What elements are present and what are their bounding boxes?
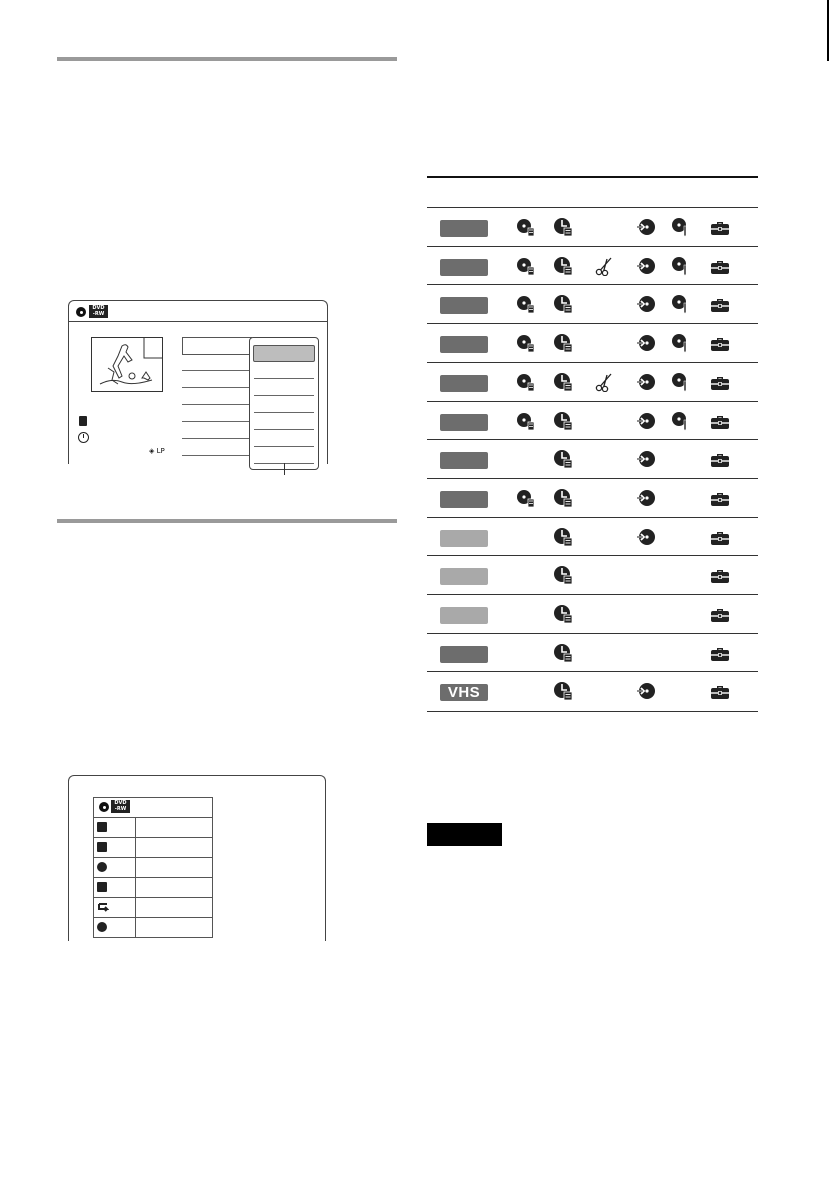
clock-list-icon	[553, 488, 573, 508]
toolbox-icon	[710, 333, 730, 353]
arrow-disc-icon	[636, 372, 656, 392]
arrow-disc-icon	[636, 411, 656, 431]
clock-list-icon	[553, 527, 573, 547]
sub-menu-callout-line	[284, 463, 285, 475]
table-row	[427, 323, 758, 363]
disc-type-badge	[440, 491, 488, 508]
disc-film-icon	[516, 411, 536, 431]
title-thumbnail	[91, 337, 163, 392]
toolbox-icon	[710, 411, 730, 431]
table-row	[427, 594, 758, 634]
toolbox-icon	[710, 604, 730, 624]
disc-film-icon	[516, 488, 536, 508]
disc-film-icon	[516, 217, 536, 237]
clock-list-icon	[553, 643, 573, 663]
arrow-disc-icon	[636, 256, 656, 276]
disc-type-badge	[440, 452, 488, 469]
page-edge-marker	[827, 0, 829, 61]
toolbox-icon	[710, 217, 730, 237]
disc-film-icon	[516, 333, 536, 353]
clock-list-icon	[553, 333, 573, 353]
dvd-rw-logo: DVD -RW	[89, 305, 108, 318]
disc-type-badge	[440, 568, 488, 585]
dvd-rw-logo: DVD -RW	[111, 800, 130, 813]
equalizer-icon	[97, 882, 107, 892]
clock-list-icon	[553, 256, 573, 276]
disc-type-badge	[440, 220, 488, 237]
clock-list-icon	[553, 449, 573, 469]
square-icon	[97, 822, 107, 832]
disc-type-badge	[440, 336, 488, 353]
disc-type-badge	[440, 530, 488, 547]
scissors-icon	[595, 256, 615, 276]
arrow-disc-icon	[636, 217, 656, 237]
clock-list-icon	[553, 294, 573, 314]
disc-film-icon	[516, 294, 536, 314]
disc-type-badge	[440, 414, 488, 431]
table-row	[427, 671, 758, 712]
toolbox-icon	[710, 372, 730, 392]
table-row	[427, 207, 758, 247]
disc-type-badge	[440, 607, 488, 624]
table-row	[427, 478, 758, 518]
tools-screen	[68, 775, 326, 941]
disc-pen-icon	[670, 372, 690, 392]
title-list-screen	[68, 300, 328, 464]
arrow-disc-icon	[636, 488, 656, 508]
clock-list-icon	[553, 411, 573, 431]
table-row	[427, 401, 758, 441]
arrow-disc-icon	[636, 527, 656, 547]
rec-mode-indicator: ◈ LP	[149, 447, 165, 455]
clock-list-icon	[553, 681, 573, 701]
toolbox-icon	[710, 643, 730, 663]
square-icon	[97, 842, 107, 852]
clock-list-icon	[553, 565, 573, 585]
table-row	[427, 439, 758, 479]
disc-pen-icon	[670, 294, 690, 314]
arrow-disc-icon	[636, 333, 656, 353]
scissors-icon	[595, 372, 615, 392]
clock-icon	[78, 432, 89, 443]
table-row	[427, 633, 758, 673]
clock-list-icon	[553, 217, 573, 237]
tools-grid	[93, 797, 213, 938]
tools-row[interactable]	[93, 818, 213, 838]
disc-type-badge: VHS	[440, 684, 488, 701]
toolbox-icon	[710, 681, 730, 701]
title-name-field[interactable]	[182, 337, 252, 355]
toolbox-icon	[710, 488, 730, 508]
table-row	[427, 284, 758, 324]
stopwatch-icon	[97, 862, 107, 872]
arrow-disc-icon	[636, 294, 656, 314]
disc-icon	[76, 307, 86, 317]
table-top-rule	[427, 176, 758, 178]
clock-list-icon	[553, 372, 573, 392]
disc-quarter-icon	[97, 922, 107, 932]
notes-label	[427, 823, 502, 846]
clock-list-icon	[553, 604, 573, 624]
disc-icon	[99, 802, 109, 812]
tools-row[interactable]	[93, 838, 213, 858]
title-number-icon	[79, 416, 87, 426]
toolbox-icon	[710, 256, 730, 276]
disc-pen-icon	[670, 333, 690, 353]
disc-pen-icon	[670, 217, 690, 237]
arrow-disc-icon	[636, 681, 656, 701]
toolbox-icon	[710, 527, 730, 547]
tools-header-row	[93, 797, 213, 818]
table-row	[427, 246, 758, 286]
disc-type-badge	[440, 297, 488, 314]
toolbox-icon	[710, 565, 730, 585]
disc-pen-icon	[670, 411, 690, 431]
tools-row[interactable]	[93, 898, 213, 918]
tools-row[interactable]	[93, 858, 213, 878]
disc-pen-icon	[670, 256, 690, 276]
section-rule-middle	[57, 519, 397, 523]
arrow-disc-icon	[636, 449, 656, 469]
table-row	[427, 362, 758, 402]
sub-menu-selected-item[interactable]	[253, 345, 315, 362]
rec-mode-icon: ◈	[149, 447, 155, 455]
toolbox-icon	[710, 294, 730, 314]
disc-type-badge	[440, 259, 488, 276]
disc-film-icon	[516, 256, 536, 276]
table-row	[427, 555, 758, 595]
disc-type-badge	[440, 646, 488, 663]
tools-row[interactable]	[93, 878, 213, 898]
section-rule-top	[57, 57, 397, 61]
tools-row[interactable]	[93, 918, 213, 938]
disc-type-badge	[440, 375, 488, 392]
table-row	[427, 517, 758, 557]
toolbox-icon	[710, 449, 730, 469]
repeat-icon	[96, 901, 109, 913]
sub-menu[interactable]	[249, 337, 319, 470]
disc-film-icon	[516, 372, 536, 392]
